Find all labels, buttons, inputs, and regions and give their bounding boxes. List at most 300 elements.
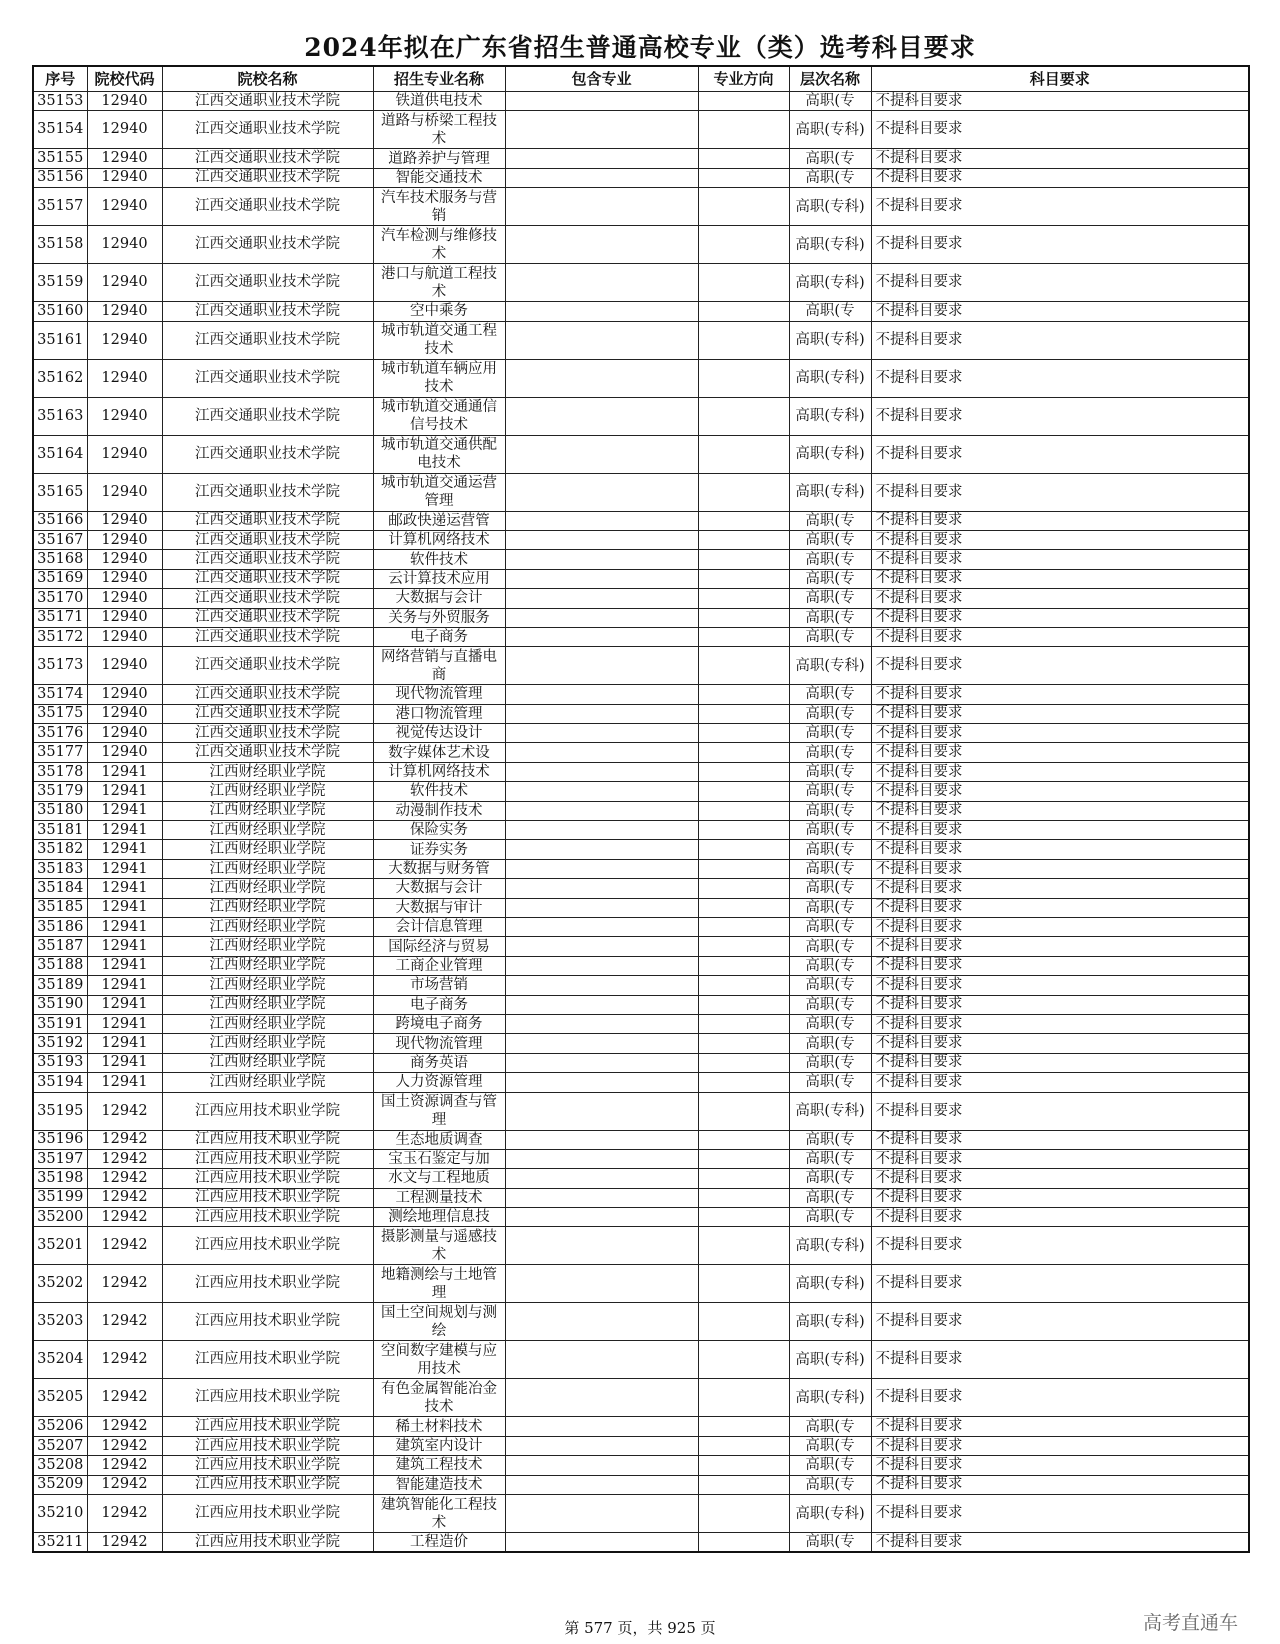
- cell-school: 江西应用技术职业学院: [162, 1227, 373, 1265]
- cell-seq: 35170: [33, 589, 87, 608]
- cell-included: [505, 608, 698, 627]
- table-row: [33, 511, 1249, 530]
- cell-code: 12941: [87, 898, 162, 917]
- cell-requirement: 不提科目要求: [871, 530, 1249, 549]
- cell-requirement: 不提科目要求: [871, 976, 1249, 995]
- cell-included: [505, 1303, 698, 1341]
- cell-code: 12942: [87, 1092, 162, 1130]
- cell-included: [505, 511, 698, 530]
- cell-seq: 35173: [33, 647, 87, 685]
- cell-major: 建筑工程技术: [373, 1456, 505, 1475]
- cell-level: 高职(专科): [789, 1227, 871, 1265]
- cell-seq: 35162: [33, 359, 87, 397]
- cell-level: 高职(专: [789, 168, 871, 187]
- cell-direction: [698, 859, 789, 878]
- cell-school: 江西财经职业学院: [162, 976, 373, 995]
- table-row: [33, 359, 1249, 397]
- cell-requirement: 不提科目要求: [871, 801, 1249, 820]
- cell-code: 12940: [87, 264, 162, 302]
- cell-school: 江西财经职业学院: [162, 859, 373, 878]
- cell-requirement: 不提科目要求: [871, 704, 1249, 723]
- cell-code: 12941: [87, 1034, 162, 1053]
- cell-school: 江西交通职业技术学院: [162, 724, 373, 743]
- table-row: [33, 956, 1249, 975]
- cell-seq: 35198: [33, 1169, 87, 1188]
- cell-major: 大数据与财务管: [373, 859, 505, 878]
- cell-requirement: 不提科目要求: [871, 359, 1249, 397]
- cell-level: 高职(专: [789, 859, 871, 878]
- cell-level: 高职(专: [789, 762, 871, 781]
- table-row: [33, 685, 1249, 704]
- cell-school: 江西交通职业技术学院: [162, 92, 373, 111]
- cell-seq: 35208: [33, 1456, 87, 1475]
- table-row: [33, 647, 1249, 685]
- col-header-requirement: 科目要求: [871, 66, 1249, 92]
- cell-seq: 35195: [33, 1092, 87, 1130]
- cell-major: 道路养护与管理: [373, 149, 505, 168]
- cell-included: [505, 1208, 698, 1227]
- cell-school: 江西财经职业学院: [162, 840, 373, 859]
- cell-level: 高职(专科): [789, 321, 871, 359]
- cell-major: 软件技术: [373, 550, 505, 569]
- cell-included: [505, 188, 698, 226]
- cell-included: [505, 264, 698, 302]
- col-header-major: 招生专业名称: [373, 66, 505, 92]
- cell-requirement: 不提科目要求: [871, 608, 1249, 627]
- cell-school: 江西交通职业技术学院: [162, 435, 373, 473]
- cell-school: 江西财经职业学院: [162, 995, 373, 1014]
- cell-included: [505, 1417, 698, 1436]
- cell-requirement: 不提科目要求: [871, 859, 1249, 878]
- cell-code: 12941: [87, 879, 162, 898]
- cell-requirement: 不提科目要求: [871, 1533, 1249, 1553]
- cell-level: 高职(专: [789, 589, 871, 608]
- cell-school: 江西交通职业技术学院: [162, 226, 373, 264]
- cell-seq: 35175: [33, 704, 87, 723]
- cell-included: [505, 1227, 698, 1265]
- table-row: [33, 550, 1249, 569]
- cell-direction: [698, 435, 789, 473]
- cell-code: 12942: [87, 1265, 162, 1303]
- cell-seq: 35167: [33, 530, 87, 549]
- cell-major: 智能建造技术: [373, 1475, 505, 1494]
- cell-direction: [698, 1379, 789, 1417]
- cell-code: 12942: [87, 1169, 162, 1188]
- cell-level: 高职(专科): [789, 435, 871, 473]
- cell-included: [505, 530, 698, 549]
- cell-requirement: 不提科目要求: [871, 956, 1249, 975]
- cell-major: 水文与工程地质: [373, 1169, 505, 1188]
- cell-level: 高职(专: [789, 569, 871, 588]
- cell-requirement: 不提科目要求: [871, 1014, 1249, 1033]
- cell-school: 江西交通职业技术学院: [162, 397, 373, 435]
- cell-major: 城市轨道交通运营管理: [373, 473, 505, 511]
- cell-seq: 35196: [33, 1130, 87, 1149]
- cell-code: 12942: [87, 1495, 162, 1533]
- cell-included: [505, 782, 698, 801]
- cell-level: 高职(专科): [789, 264, 871, 302]
- cell-level: 高职(专: [789, 1475, 871, 1494]
- cell-seq: 35160: [33, 302, 87, 321]
- cell-seq: 35164: [33, 435, 87, 473]
- cell-seq: 35166: [33, 511, 87, 530]
- cell-included: [505, 569, 698, 588]
- cell-code: 12942: [87, 1475, 162, 1494]
- cell-requirement: 不提科目要求: [871, 1417, 1249, 1436]
- cell-direction: [698, 704, 789, 723]
- table-row: [33, 473, 1249, 511]
- cell-seq: 35191: [33, 1014, 87, 1033]
- cell-included: [505, 168, 698, 187]
- cell-requirement: 不提科目要求: [871, 302, 1249, 321]
- cell-major: 有色金属智能冶金技术: [373, 1379, 505, 1417]
- cell-requirement: 不提科目要求: [871, 589, 1249, 608]
- cell-direction: [698, 359, 789, 397]
- table-row: [33, 111, 1249, 149]
- cell-included: [505, 995, 698, 1014]
- cell-code: 12942: [87, 1379, 162, 1417]
- cell-school: 江西交通职业技术学院: [162, 511, 373, 530]
- cell-major: 港口与航道工程技术: [373, 264, 505, 302]
- cell-level: 高职(专科): [789, 359, 871, 397]
- cell-level: 高职(专科): [789, 473, 871, 511]
- cell-code: 12941: [87, 762, 162, 781]
- cell-school: 江西应用技术职业学院: [162, 1303, 373, 1341]
- cell-seq: 35179: [33, 782, 87, 801]
- cell-direction: [698, 397, 789, 435]
- table-row: [33, 168, 1249, 187]
- cell-included: [505, 1014, 698, 1033]
- cell-included: [505, 879, 698, 898]
- cell-seq: 35207: [33, 1436, 87, 1455]
- table-row: [33, 92, 1249, 111]
- cell-direction: [698, 569, 789, 588]
- cell-major: 空中乘务: [373, 302, 505, 321]
- cell-school: 江西应用技术职业学院: [162, 1188, 373, 1207]
- cell-direction: [698, 976, 789, 995]
- cell-direction: [698, 1149, 789, 1168]
- table-row: [33, 704, 1249, 723]
- cell-major: 地籍测绘与土地管理: [373, 1265, 505, 1303]
- cell-direction: [698, 762, 789, 781]
- cell-major: 工程造价: [373, 1533, 505, 1553]
- cell-included: [505, 1341, 698, 1379]
- cell-code: 12940: [87, 321, 162, 359]
- table-row: [33, 1265, 1249, 1303]
- cell-level: 高职(专: [789, 956, 871, 975]
- cell-code: 12942: [87, 1533, 162, 1553]
- cell-requirement: 不提科目要求: [871, 782, 1249, 801]
- cell-direction: [698, 801, 789, 820]
- cell-level: 高职(专: [789, 92, 871, 111]
- table-row: [33, 188, 1249, 226]
- cell-school: 江西交通职业技术学院: [162, 704, 373, 723]
- table-row: [33, 879, 1249, 898]
- cell-requirement: 不提科目要求: [871, 188, 1249, 226]
- cell-code: 12940: [87, 589, 162, 608]
- cell-direction: [698, 1341, 789, 1379]
- cell-requirement: 不提科目要求: [871, 92, 1249, 111]
- cell-level: 高职(专科): [789, 1265, 871, 1303]
- table-row: [33, 1034, 1249, 1053]
- table-row: [33, 435, 1249, 473]
- cell-direction: [698, 724, 789, 743]
- cell-seq: 35169: [33, 569, 87, 588]
- cell-major: 关务与外贸服务: [373, 608, 505, 627]
- table-row: [33, 1169, 1249, 1188]
- cell-level: 高职(专科): [789, 226, 871, 264]
- cell-level: 高职(专: [789, 685, 871, 704]
- cell-major: 动漫制作技术: [373, 801, 505, 820]
- cell-direction: [698, 1265, 789, 1303]
- cell-school: 江西交通职业技术学院: [162, 569, 373, 588]
- cell-level: 高职(专: [789, 1417, 871, 1436]
- cell-included: [505, 801, 698, 820]
- cell-level: 高职(专: [789, 149, 871, 168]
- cell-seq: 35210: [33, 1495, 87, 1533]
- cell-major: 云计算技术应用: [373, 569, 505, 588]
- cell-major: 城市轨道车辆应用技术: [373, 359, 505, 397]
- table-row: [33, 569, 1249, 588]
- cell-requirement: 不提科目要求: [871, 1456, 1249, 1475]
- cell-major: 建筑室内设计: [373, 1436, 505, 1455]
- cell-code: 12940: [87, 724, 162, 743]
- cell-level: 高职(专: [789, 898, 871, 917]
- cell-level: 高职(专: [789, 879, 871, 898]
- cell-major: 保险实务: [373, 821, 505, 840]
- cell-school: 江西财经职业学院: [162, 937, 373, 956]
- cell-included: [505, 859, 698, 878]
- cell-major: 城市轨道交通工程技术: [373, 321, 505, 359]
- table-row: [33, 859, 1249, 878]
- cell-major: 大数据与会计: [373, 879, 505, 898]
- cell-direction: [698, 1169, 789, 1188]
- table-row: [33, 917, 1249, 936]
- cell-included: [505, 1130, 698, 1149]
- cell-school: 江西财经职业学院: [162, 1034, 373, 1053]
- table-row: [33, 1073, 1249, 1092]
- cell-direction: [698, 589, 789, 608]
- cell-requirement: 不提科目要求: [871, 1341, 1249, 1379]
- cell-code: 12940: [87, 608, 162, 627]
- cell-requirement: 不提科目要求: [871, 1495, 1249, 1533]
- cell-requirement: 不提科目要求: [871, 1188, 1249, 1207]
- cell-school: 江西应用技术职业学院: [162, 1456, 373, 1475]
- cell-level: 高职(专: [789, 1208, 871, 1227]
- cell-code: 12940: [87, 647, 162, 685]
- cell-requirement: 不提科目要求: [871, 111, 1249, 149]
- cell-school: 江西交通职业技术学院: [162, 302, 373, 321]
- cell-major: 铁道供电技术: [373, 92, 505, 111]
- cell-included: [505, 550, 698, 569]
- cell-seq: 35168: [33, 550, 87, 569]
- cell-code: 12940: [87, 397, 162, 435]
- cell-major: 现代物流管理: [373, 1034, 505, 1053]
- cell-school: 江西交通职业技术学院: [162, 608, 373, 627]
- cell-direction: [698, 995, 789, 1014]
- cell-school: 江西交通职业技术学院: [162, 530, 373, 549]
- cell-school: 江西财经职业学院: [162, 879, 373, 898]
- cell-seq: 35184: [33, 879, 87, 898]
- cell-code: 12942: [87, 1341, 162, 1379]
- cell-included: [505, 1495, 698, 1533]
- cell-major: 人力资源管理: [373, 1073, 505, 1092]
- cell-seq: 35158: [33, 226, 87, 264]
- cell-seq: 35209: [33, 1475, 87, 1494]
- table-row: [33, 937, 1249, 956]
- cell-seq: 35200: [33, 1208, 87, 1227]
- cell-included: [505, 1188, 698, 1207]
- cell-code: 12941: [87, 956, 162, 975]
- cell-included: [505, 627, 698, 646]
- cell-seq: 35177: [33, 743, 87, 762]
- cell-direction: [698, 1034, 789, 1053]
- cell-direction: [698, 1436, 789, 1455]
- cell-school: 江西财经职业学院: [162, 1073, 373, 1092]
- cell-direction: [698, 168, 789, 187]
- cell-requirement: 不提科目要求: [871, 1227, 1249, 1265]
- cell-major: 网络营销与直播电商: [373, 647, 505, 685]
- cell-direction: [698, 149, 789, 168]
- cell-seq: 35161: [33, 321, 87, 359]
- cell-school: 江西应用技术职业学院: [162, 1533, 373, 1553]
- table-row: [33, 530, 1249, 549]
- cell-direction: [698, 226, 789, 264]
- cell-requirement: 不提科目要求: [871, 879, 1249, 898]
- cell-direction: [698, 743, 789, 762]
- cell-included: [505, 743, 698, 762]
- cell-included: [505, 359, 698, 397]
- cell-included: [505, 956, 698, 975]
- cell-school: 江西交通职业技术学院: [162, 627, 373, 646]
- cell-code: 12940: [87, 359, 162, 397]
- cell-level: 高职(专: [789, 1073, 871, 1092]
- cell-direction: [698, 1092, 789, 1130]
- page-footer: 第 577 页，共 925 页: [564, 1619, 716, 1637]
- cell-major: 空间数字建模与应用技术: [373, 1341, 505, 1379]
- cell-level: 高职(专科): [789, 647, 871, 685]
- cell-included: [505, 937, 698, 956]
- cell-direction: [698, 782, 789, 801]
- cell-seq: 35157: [33, 188, 87, 226]
- table-row: [33, 724, 1249, 743]
- cell-level: 高职(专: [789, 917, 871, 936]
- cell-direction: [698, 511, 789, 530]
- cell-requirement: 不提科目要求: [871, 149, 1249, 168]
- cell-direction: [698, 879, 789, 898]
- table-row: [33, 995, 1249, 1014]
- cell-code: 12940: [87, 302, 162, 321]
- cell-code: 12940: [87, 92, 162, 111]
- cell-school: 江西交通职业技术学院: [162, 473, 373, 511]
- cell-direction: [698, 92, 789, 111]
- cell-code: 12940: [87, 530, 162, 549]
- cell-code: 12940: [87, 743, 162, 762]
- requirements-table: [32, 65, 1250, 1553]
- cell-code: 12940: [87, 569, 162, 588]
- cell-requirement: 不提科目要求: [871, 1053, 1249, 1072]
- cell-requirement: 不提科目要求: [871, 898, 1249, 917]
- cell-school: 江西应用技术职业学院: [162, 1169, 373, 1188]
- cell-seq: 35187: [33, 937, 87, 956]
- cell-requirement: 不提科目要求: [871, 226, 1249, 264]
- cell-code: 12941: [87, 801, 162, 820]
- cell-school: 江西应用技术职业学院: [162, 1475, 373, 1494]
- table-row: [33, 976, 1249, 995]
- cell-seq: 35181: [33, 821, 87, 840]
- cell-code: 12940: [87, 550, 162, 569]
- cell-included: [505, 704, 698, 723]
- cell-school: 江西应用技术职业学院: [162, 1436, 373, 1455]
- cell-level: 高职(专: [789, 1456, 871, 1475]
- cell-requirement: 不提科目要求: [871, 1092, 1249, 1130]
- cell-level: 高职(专: [789, 511, 871, 530]
- cell-code: 12940: [87, 111, 162, 149]
- cell-included: [505, 1053, 698, 1072]
- col-header-direction: 专业方向: [698, 66, 789, 92]
- cell-direction: [698, 1053, 789, 1072]
- cell-school: 江西交通职业技术学院: [162, 168, 373, 187]
- cell-major: 商务英语: [373, 1053, 505, 1072]
- page-title: 2024年拟在广东省招生普通高校专业（类）选考科目要求: [304, 33, 976, 62]
- cell-requirement: 不提科目要求: [871, 1475, 1249, 1494]
- cell-seq: 35154: [33, 111, 87, 149]
- cell-major: 跨境电子商务: [373, 1014, 505, 1033]
- cell-code: 12942: [87, 1188, 162, 1207]
- cell-major: 电子商务: [373, 995, 505, 1014]
- table-row: [33, 1379, 1249, 1417]
- cell-included: [505, 1456, 698, 1475]
- cell-direction: [698, 264, 789, 302]
- cell-level: 高职(专: [789, 782, 871, 801]
- cell-code: 12941: [87, 1073, 162, 1092]
- cell-major: 工程测量技术: [373, 1188, 505, 1207]
- table-row: [33, 762, 1249, 781]
- table-row: [33, 1227, 1249, 1265]
- cell-level: 高职(专: [789, 1533, 871, 1553]
- cell-school: 江西财经职业学院: [162, 782, 373, 801]
- cell-level: 高职(专: [789, 1188, 871, 1207]
- table-row: [33, 1092, 1249, 1130]
- cell-requirement: 不提科目要求: [871, 724, 1249, 743]
- cell-major: 城市轨道交通通信信号技术: [373, 397, 505, 435]
- cell-level: 高职(专科): [789, 111, 871, 149]
- cell-seq: 35182: [33, 840, 87, 859]
- cell-included: [505, 321, 698, 359]
- table-row: [33, 801, 1249, 820]
- cell-requirement: 不提科目要求: [871, 762, 1249, 781]
- cell-major: 汽车技术服务与营销: [373, 188, 505, 226]
- table-row: [33, 302, 1249, 321]
- cell-direction: [698, 608, 789, 627]
- cell-seq: 35155: [33, 149, 87, 168]
- cell-school: 江西财经职业学院: [162, 1053, 373, 1072]
- cell-level: 高职(专: [789, 627, 871, 646]
- cell-requirement: 不提科目要求: [871, 1169, 1249, 1188]
- brand-watermark: 高考直通车: [1142, 1612, 1238, 1634]
- cell-requirement: 不提科目要求: [871, 1073, 1249, 1092]
- table-row: [33, 1303, 1249, 1341]
- cell-code: 12941: [87, 937, 162, 956]
- cell-requirement: 不提科目要求: [871, 685, 1249, 704]
- cell-major: 软件技术: [373, 782, 505, 801]
- cell-major: 建筑智能化工程技术: [373, 1495, 505, 1533]
- cell-seq: 35172: [33, 627, 87, 646]
- cell-seq: 35202: [33, 1265, 87, 1303]
- cell-seq: 35211: [33, 1533, 87, 1553]
- cell-school: 江西应用技术职业学院: [162, 1208, 373, 1227]
- cell-seq: 35153: [33, 92, 87, 111]
